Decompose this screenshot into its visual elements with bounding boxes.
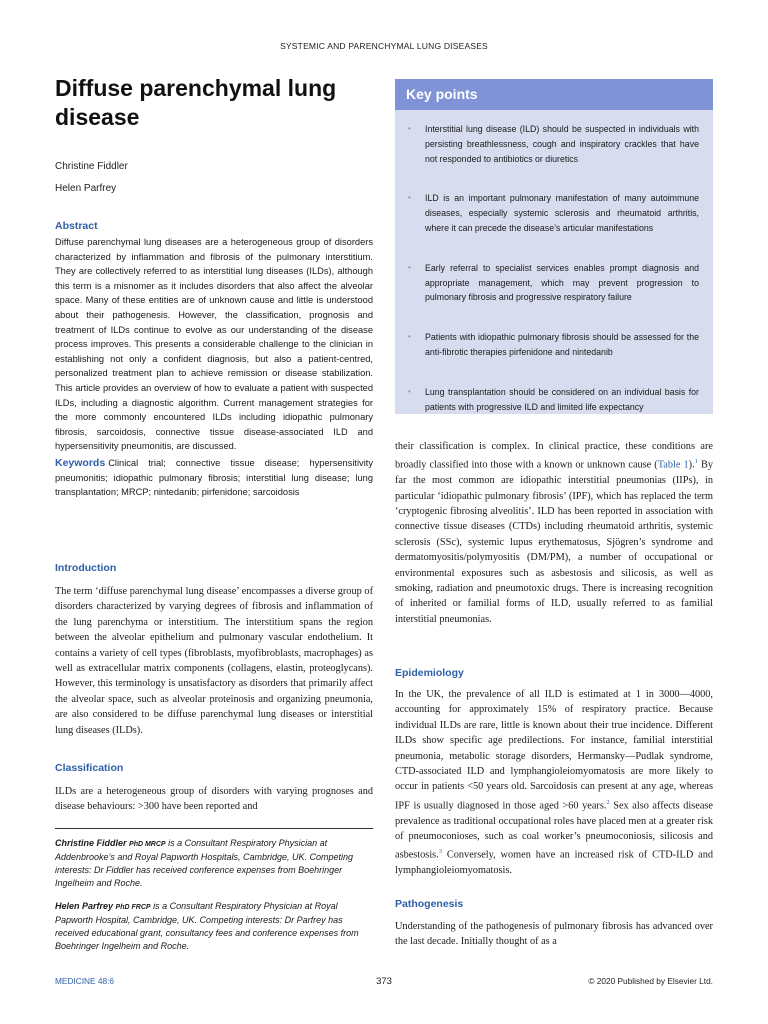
key-point-text: Early referral to specialist services enables prompt diagnosis and appropriate management, which may prevent progression to pulmonary fibrosis and progressive respiratory failure <box>425 262 699 303</box>
page-number: 373 <box>376 976 392 987</box>
key-point-item <box>408 385 699 415</box>
text-segment: Sex also affects disease prevalence as traditional occupational roles have placed men at a greater risk of pneumoconioses, such as coal worker’s pneumoconiosis, silicosis and asbestosis. <box>395 800 713 861</box>
bio-name: Helen Parfrey <box>55 901 114 911</box>
left-column <box>55 74 373 500</box>
key-point-text: Lung transplantation should be considered on an individual basis for patients with progressive ILD and limited life expectancy <box>425 386 699 412</box>
author-name: Christine Fiddler <box>55 161 128 172</box>
epidemiology-heading: Epidemiology <box>395 667 464 679</box>
key-points-box <box>395 79 713 414</box>
epidemiology-text <box>395 687 713 879</box>
running-head: SYSTEMIC AND PARENCHYMAL LUNG DISEASES <box>280 41 488 51</box>
text-segment: In the UK, the prevalence of all ILD is estimated at 1 in 3000—4000, accounting for approximately 15% of respiratory practice. Because individual ILDs are rare, little is known about their true incidence. Different ILDs show specific age predilections. For instance, familial interstitial pneumonia, metabolic storage disorders, Hermansky—Pudlak syndrome, CTD-associated ILD and lymphangioleiomyomatosis are more likely to occur in patients <50 years old. Sarcoidosis can present at any age, whereas IPF is usually diagnosed in those aged >60 years. <box>395 689 713 812</box>
footer-copyright: © 2020 Published by Elsevier Ltd. <box>588 976 713 986</box>
bullet-icon: • <box>408 193 411 203</box>
bullet-icon: • <box>408 386 411 396</box>
classification-continued-text <box>395 439 713 627</box>
bio-name: Christine Fiddler <box>55 838 127 848</box>
bullet-icon: • <box>408 262 411 272</box>
pathogenesis-text: Understanding of the pathogenesis of pulmonary fibrosis has advanced over the last decade. Initially thought of as a <box>395 921 713 948</box>
text-segment: ). <box>688 459 695 471</box>
key-point-text: Patients with idiopathic pulmonary fibrosis should be assessed for the anti-fibrotic therapies pirfenidone and nintedanib <box>425 332 699 357</box>
bullet-icon: • <box>408 332 411 342</box>
citation-link[interactable]: 1 <box>694 458 698 466</box>
author-list <box>55 156 373 200</box>
classification-text: ILDs are a heterogeneous group of disorders with varying prognoses and disease behaviours: >300 have been reported and <box>55 786 373 813</box>
key-point-item <box>408 122 699 166</box>
footer-journal: MEDICINE 48:6 <box>55 976 115 986</box>
key-point-text: Interstitial lung disease (ILD) should be suspected in individuals with persisting breathlessness, cough and inspiratory crackles that have not responded to antibiotics or diuretics <box>425 124 699 164</box>
text-segment: Conversely, women have an increased risk of CTD-ILD and lymphangioleiomyomatosis. <box>395 849 713 877</box>
key-point-item <box>408 330 699 360</box>
key-point-item <box>408 261 699 305</box>
abstract-heading: Abstract <box>55 220 98 232</box>
classification-heading: Classification <box>55 762 124 774</box>
citation-link[interactable]: 3 <box>438 848 443 856</box>
author-name: Helen Parfrey <box>55 183 117 194</box>
text-segment: By far the most common are idiopathic interstitial pneumonias (IIPs), in particular ‘idiopathic pulmonary fibrosis’ (IPF), which has replaced the term ‘cryptogenic fibrosing alveolitis’. ILD has been reported in association with connective tissue diseases (CTDs) including rheumatoid arthritis, systemic sclerosis (SSc), systemic lupus erythematosus, Sjögren’s syndrome and dermatomyositis/polymyositis (DM/PM), a number of occupational or environmental exposures such as asbestosis and silicosis, as well as smoking, radiation and pneumotoxic drugs. There is increasing recognition of inherited or familial forms of ILD, usually referred to as familial interstitial pneumonias. <box>395 459 713 625</box>
bio-credentials: PhD MRCP <box>129 841 166 848</box>
key-points-list <box>395 110 713 414</box>
bio-text: is a Consultant Respiratory Physician at Royal Papworth Hospital, Cambridge, UK. Competing interests: Dr Parfrey has received educational grant, consultancy fees and conference expenses from Boehringer Ingelheim and Roche. <box>55 901 359 951</box>
key-point-item <box>408 191 699 235</box>
bio-text: is a Consultant Respiratory Physician at Addenbrooke’s and Royal Papworth Hospitals, Cambridge, UK. Competing interests: Dr Fiddler has received conference expenses from Boehringer Ingelheim and Roche. <box>55 838 353 888</box>
article-title: Diffuse parenchymal lung disease <box>55 75 337 130</box>
keywords <box>55 456 373 500</box>
introduction-text: The term ‘diffuse parenchymal lung disease’ encompasses a diverse group of disorders characterized by varying degrees of fibrosis and inflammation of the lung parenchyma or interstitium. The interstitium spans the region between the alveolar epithelium and pulmonary vascular endothelium. It contains a variety of cell types (fibroblasts, myofibroblasts, macrophages) as well as extracellular matrix components (collagens, elastin, proteoglycans). However, this terminology is unsatisfactory as disorders that primarily affect the alveolar space, such as alveolar proteinosis and organizing pneumonia, are also considered to be diffuse parenchymal lung diseases or interstitial lung diseases (ILDs). <box>55 586 373 736</box>
introduction-heading: Introduction <box>55 562 117 574</box>
author-bio <box>55 900 373 953</box>
citation-link[interactable]: 2 <box>606 798 610 806</box>
text-segment: their classification is complex. In clinical practice, these conditions are broadly classified into those with a known or unknown cause ( <box>395 441 713 471</box>
footnote-divider <box>55 828 373 829</box>
key-point-text: ILD is an important pulmonary manifestation of many autoimmune diseases, especially systemic sclerosis and rheumatoid arthritis, where it can precede the disease’s articular manifestations <box>425 193 699 233</box>
pathogenesis-heading: Pathogenesis <box>395 898 464 910</box>
bullet-icon: • <box>408 124 411 133</box>
key-points-heading: Key points <box>395 79 713 110</box>
keywords-heading: Keywords <box>55 456 106 469</box>
abstract-text: Diffuse parenchymal lung diseases are a heterogeneous group of disorders characterized by inflammation and fibrosis of the pulmonary interstitium. They are collectively referred to as interstitial lung diseases (ILDs), although this term is a misnomer as it includes disorders that also affect the alveolar space. Many of these entities are of unknown cause and little is understood about their pathogenesis. However, the classification, prognosis and treatment of ILDs continue to evolve as our understanding of the disease process improves. This presents a considerable challenge to the clinician in establishing not only a confident diagnosis, but also a patient-centred, personalized treatment plan to achieve remission or disease stabilization. This article provides an overview of how to evaluate a patient with suspected ILDs, including a diagnostic algorithm. Current management strategies for the more commonly encountered ILDs including idiopathic pulmonary fibrosis, sarcoidosis, connective tissue disease-associated ILD and hypersensitivity pneumonitis, are discussed. <box>55 237 373 452</box>
author-bio <box>55 837 373 890</box>
bio-credentials: PhD FRCP <box>115 904 151 911</box>
keywords-text: Clinical trial; connective tissue disease; hypersensitivity pneumonitis; idiopathic pulmonary fibrosis; interstitial lung disease; lung transplantation; MRCP; nintedanib; pirfenidone; sarcoidosis <box>55 457 373 498</box>
author-bios <box>55 837 373 963</box>
table-link[interactable]: Table 1 <box>657 459 689 471</box>
